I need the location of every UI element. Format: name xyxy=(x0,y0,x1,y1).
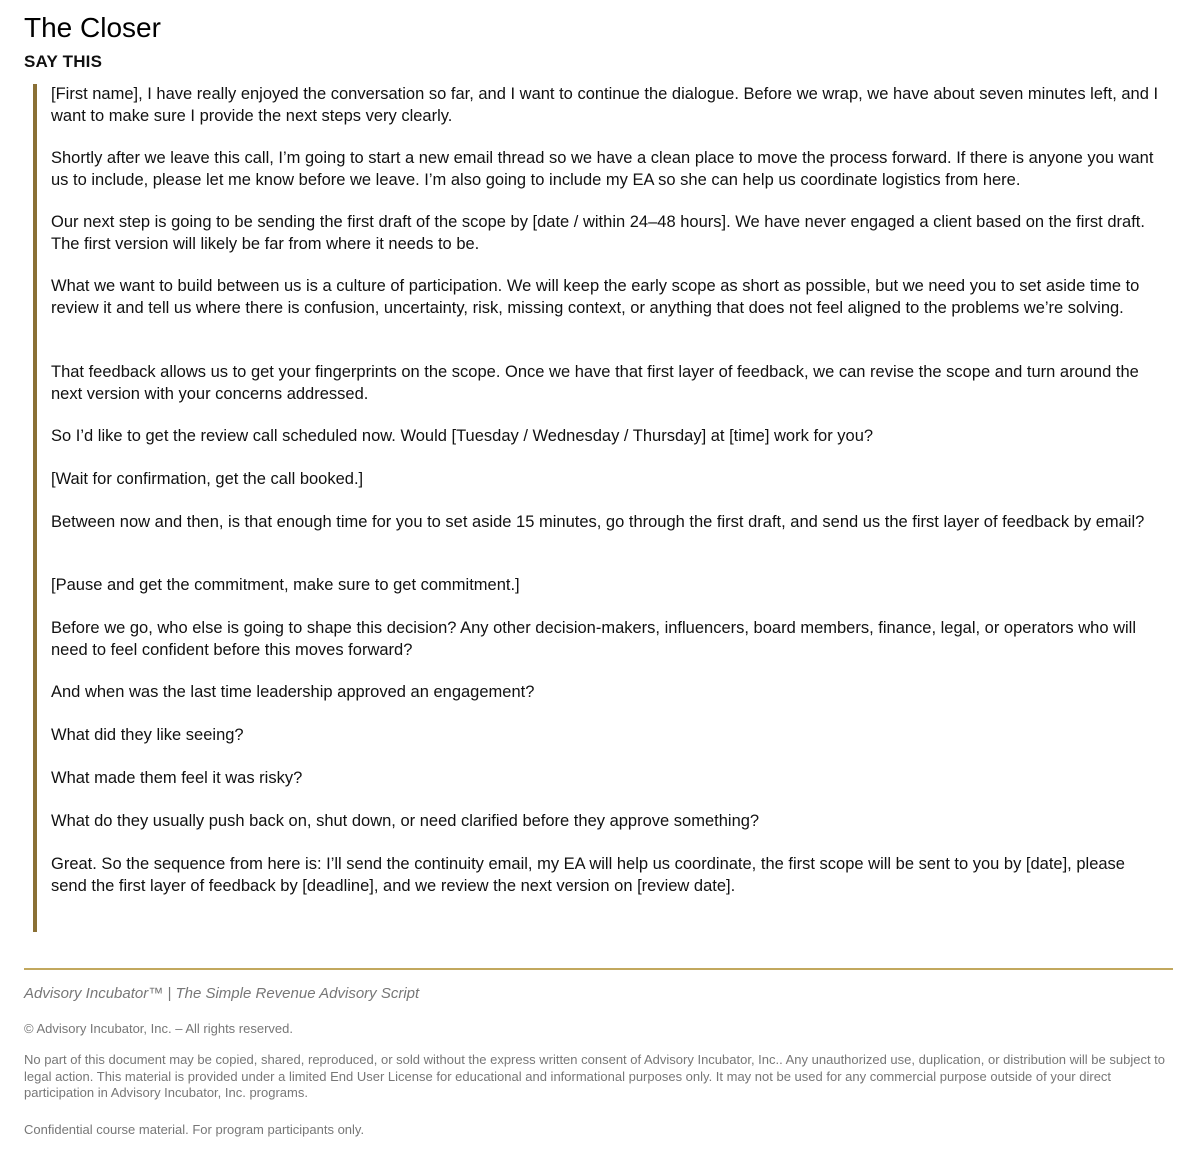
footer-copyright: © Advisory Incubator, Inc. – All rights reserved. xyxy=(24,1021,293,1036)
footer-legal-notice: No part of this document may be copied, shared, reproduced, or sold without the express written consent of Advisory Incubator, Inc.. Any unauthorized use, duplication, or distribution will be subject to legal action. This material is provided under a limited End User License for educational and informational purposes only. It may not be used for any commercial purpose outside of your direct participation in Advisory Incubator, Inc. programs. xyxy=(24,1052,1166,1100)
script-paragraph: Shortly after we leave this call, I’m going to start a new email thread so we have a clean place to move the process forward. If there is anyone you want us to include, please let me know before we leave. I’m also going to include my EA so she can help us coordinate logistics from here. xyxy=(51,149,1154,189)
script-paragraph: [First name], I have really enjoyed the conversation so far, and I want to continue the dialogue. Before we wrap, we have about seven minutes left, and I want to make sure I provide the next steps very clearly. xyxy=(51,85,1159,125)
script-paragraph: What did they like seeing? xyxy=(51,726,244,744)
script-paragraph: Before we go, who else is going to shape this decision? Any other decision-makers, influencers, board members, finance, legal, or operators who will need to feel confident before this moves forward? xyxy=(51,619,1136,659)
script-paragraph: [Wait for confirmation, get the call booked.] xyxy=(51,470,364,488)
footer-confidential-notice: Confidential course material. For program participants only. xyxy=(24,1122,365,1137)
script-paragraph: That feedback allows us to get your fingerprints on the scope. Once we have that first layer of feedback, we can revise the scope and turn around the next version with your concerns addressed. xyxy=(51,363,1139,403)
script-paragraph: What we want to build between us is a culture of participation. We will keep the early scope as short as possible, but we need you to set aside time to review it and tell us where there is confusion, uncertainty, risk, missing context, or anything that does not feel aligned to the problems we’re solving. xyxy=(51,277,1140,317)
footer-brand: Advisory Incubator™ | The Simple Revenue Advisory Script xyxy=(24,985,420,1002)
script-paragraph: Between now and then, is that enough time for you to set aside 15 minutes, go through the first draft, and send us the first layer of feedback by email? xyxy=(51,513,1145,531)
section-label: SAY THIS xyxy=(24,52,103,71)
script-paragraph: Our next step is going to be sending the first draft of the scope by [date / within 24–48 hours]. We have never engaged a client based on the first draft. The first version will likely be far from where it needs to be. xyxy=(51,213,1145,253)
script-paragraph: What do they usually push back on, shut down, or need clarified before they approve something? xyxy=(51,812,760,830)
footer-divider xyxy=(24,968,1173,970)
script-paragraph: [Pause and get the commitment, make sure to get commitment.] xyxy=(51,576,520,594)
script-paragraph: What made them feel it was risky? xyxy=(51,769,303,787)
script-paragraph: And when was the last time leadership approved an engagement? xyxy=(51,683,535,701)
script-block xyxy=(33,84,1173,932)
page-title: The Closer xyxy=(24,12,161,43)
script-paragraph: So I’d like to get the review call scheduled now. Would [Tuesday / Wednesday / Thursday] at [time] work for you? xyxy=(51,427,874,445)
script-paragraph: Great. So the sequence from here is: I’ll send the continuity email, my EA will help us coordinate, the first scope will be sent to you by [date], please send the first layer of feedback by [deadline], and we review the next version on [review date]. xyxy=(51,855,1125,895)
